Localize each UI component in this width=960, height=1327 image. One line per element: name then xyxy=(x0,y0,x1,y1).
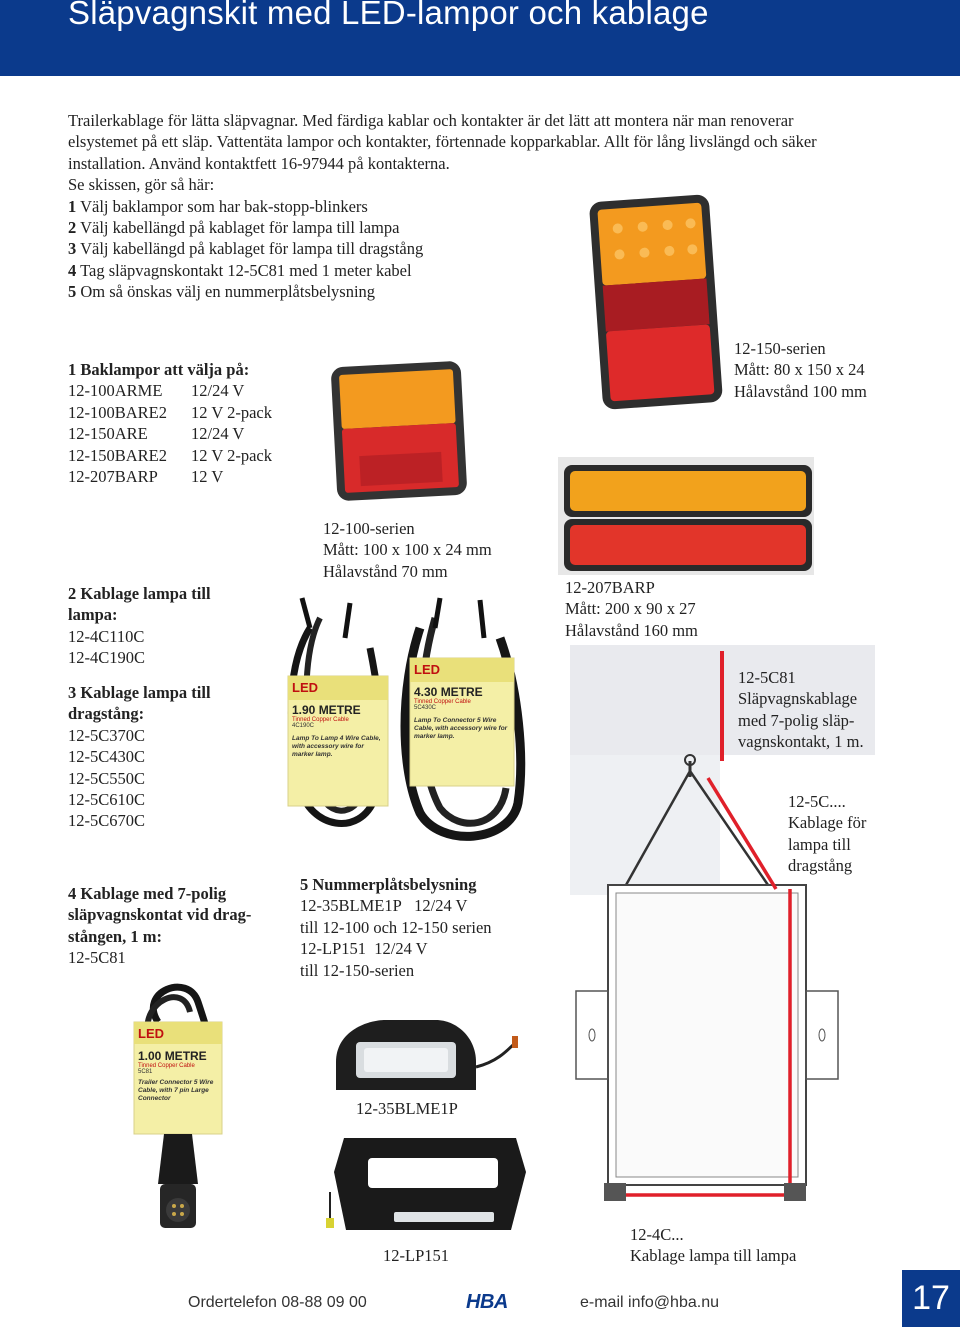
pack-code: 4C190C xyxy=(292,723,315,729)
kablage-7polig-section: 4 Kablage med 7-polig släpvagnskontat vid drag- stången, 1 m: 12-5C81 xyxy=(68,884,252,968)
pack-desc: Lamp To Connector 5 Wire Cable, with accessory wire for marker lamp. xyxy=(414,717,508,740)
list-item: till 12-100 och 12-150 serien xyxy=(300,917,492,937)
kablage-drag-section: 3 Kablage lampa till dragstång: 12-5C370C 12-5C430C 12-5C550C 12-5C610C 12-5C670C xyxy=(68,683,211,831)
cable-pack-5c81 xyxy=(128,972,228,1234)
lp151-image xyxy=(316,1132,536,1242)
intro-step: 2 Välj kabellängd på kablaget för lampa till lampa xyxy=(68,218,400,238)
pack-code: 5C430C xyxy=(414,705,437,711)
list-item: 12-100ARME 12/24 V xyxy=(68,381,245,401)
list-item: 12-150BARE2 12 V 2-pack xyxy=(68,445,272,465)
pack-length: 4.30 METRE xyxy=(414,685,483,699)
nummerplat-section: 5 Nummerplåtsbelysning 12-35BLME1P 12/24 V till 12-100 och 12-150 serien 12-LP151 12/24 V till 12-150-serien xyxy=(300,875,492,980)
intro-step: 4 Tag släpvagnskontakt 12-5C81 med 1 meter kabel xyxy=(68,260,412,280)
label-4c: 12-4C... Kablage lampa till lampa xyxy=(630,1225,797,1266)
list-item: 12-5C81 xyxy=(68,948,126,968)
cable-pack-5c430c xyxy=(400,588,526,850)
label-5c: 12-5C.... Kablage för lampa till dragstång xyxy=(788,792,867,876)
list-item: 12-5C610C xyxy=(68,790,146,810)
intro-line: elsystemet på ett släp. Vattentäta lampor och kontakter, förtennade kopparkablar. Allt för lång livslängd och säker xyxy=(68,132,817,152)
footer-phone: Ordertelefon 08-88 09 00 xyxy=(188,1294,367,1311)
list-item: till 12-150-serien xyxy=(300,960,415,980)
barp-207-info: 12-207BARP Mått: 200 x 90 x 27 Hålavstånd 160 mm xyxy=(565,578,698,640)
intro-line: Trailerkablage för lätta släpvagnar. Med färdiga kablar och kontakter är det lätt att montera när man renoverar xyxy=(68,111,794,130)
lamp-100-image xyxy=(328,356,470,506)
label-5c81: 12-5C81 Släpvagnskablage med 7-polig släp- vagnskontakt, 1 m. xyxy=(738,668,864,752)
serie-150-info: 12-150-serien Mått: 80 x 150 x 24 Hålavstånd 100 mm xyxy=(734,339,867,401)
baklampor-heading: 1 Baklampor att välja på: xyxy=(68,360,250,379)
pack-length: 1.90 METRE xyxy=(292,703,361,717)
blme1p-image xyxy=(326,1012,536,1102)
intro-step: 1 Välj baklampor som har bak-stopp-blinkers xyxy=(68,196,368,216)
list-item: 12-150ARE 12/24 V xyxy=(68,424,245,444)
list-item: 12-100BARE2 12 V 2-pack xyxy=(68,402,272,422)
intro-step: 3 Välj kabellängd på kablaget för lampa till dragstång xyxy=(68,239,424,259)
lamp-207-image xyxy=(556,455,816,577)
list-item: 12-4C110C xyxy=(68,626,145,646)
page-header xyxy=(0,0,960,76)
list-item: 12-207BARP 12 V xyxy=(68,467,224,487)
intro-line: installation. Använd kontaktfett 16-97944 på kontakterna. xyxy=(68,153,450,173)
serie-100-info: 12-100-serien Mått: 100 x 100 x 24 mm Hålavstånd 70 mm xyxy=(323,519,492,581)
pack-desc: Trailer Connector 5 Wire Cable, with 7 pin Large Connector xyxy=(138,1079,214,1102)
pack-desc: Lamp To Lamp 4 Wire Cable, with accessory wire for marker lamp. xyxy=(292,735,381,758)
list-item: 12-5C370C xyxy=(68,725,146,745)
list-item: 12-5C550C xyxy=(68,768,146,788)
list-item: 12-4C190C xyxy=(68,648,146,668)
pack-sub: Tinned Copper Cable xyxy=(138,1063,195,1069)
pack-sub: Tinned Copper Cable xyxy=(414,699,471,705)
pack-sub: Tinned Copper Cable xyxy=(292,717,349,723)
baklampor-list xyxy=(68,359,272,487)
lp151-caption: 12-LP151 xyxy=(383,1246,449,1265)
list-item: 12-LP151 12/24 V xyxy=(300,939,428,959)
kablage-lampa-section: 2 Kablage lampa till lampa: 12-4C110C 12-4C190C xyxy=(68,584,211,668)
hba-logo: HBA xyxy=(466,1291,508,1313)
pack-brand: LED xyxy=(414,662,440,677)
list-item: 12-5C430C xyxy=(68,747,146,767)
intro-step: 5 Om så önskas välj en nummerplåtsbelysning xyxy=(68,282,376,302)
page-title: Släpvagnskit med LED-lampor och kablage xyxy=(68,0,709,31)
footer-email[interactable]: e-mail info@hba.nu xyxy=(580,1294,719,1311)
lamp-150-image xyxy=(588,190,724,416)
pack-code: 5C81 xyxy=(138,1069,153,1075)
list-item: 12-35BLME1P 12/24 V xyxy=(300,896,468,916)
page-number: 17 xyxy=(902,1270,960,1327)
pack-brand: LED xyxy=(292,680,318,695)
list-item: 12-5C670C xyxy=(68,811,146,831)
pack-length: 1.00 METRE xyxy=(138,1049,207,1063)
intro-text xyxy=(68,110,888,303)
cable-pack-4c190c xyxy=(280,588,398,848)
intro-line: Se skissen, gör så här: xyxy=(68,175,215,195)
pack-brand: LED xyxy=(138,1026,164,1041)
blme1p-caption: 12-35BLME1P xyxy=(356,1099,458,1118)
